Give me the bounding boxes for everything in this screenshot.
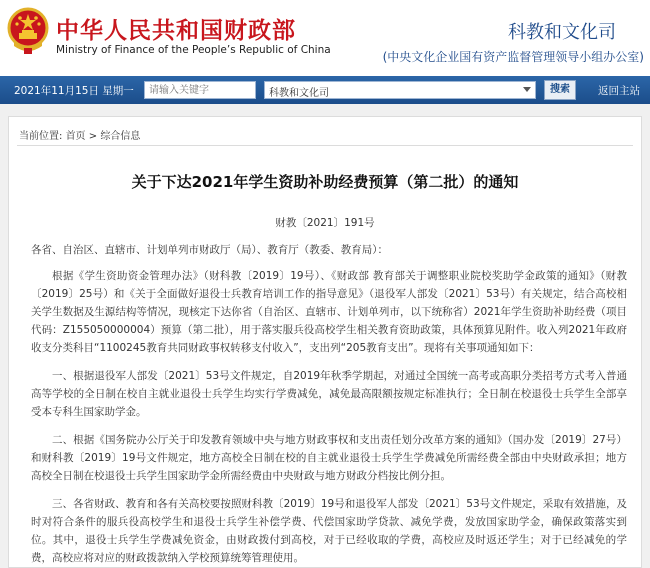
article-panel	[8, 116, 642, 568]
current-date: 2021年11月15日 星期一	[14, 85, 134, 97]
paragraph: 三、各省财政、教育和各有关高校要按照财科教〔2019〕19号和退役军人部发〔2021〕53号文件规定，采取有效措施，及时对符合条件的服兵役高校学生和退役士兵学生补偿学费、代偿国家助学贷款、减免学费，发放国家助学金，确保政策落实到位。其中，退役士兵学生学费减免资金，由财政拨付到高校，对于已经收取的学费，高校应及时返还学生；对于已经减免的学费，高校应将对应的财政拨款纳入学校预算统筹管理使用。	[31, 498, 627, 564]
search-scope-select[interactable]	[264, 81, 536, 99]
nav-bar	[0, 76, 650, 104]
content-area	[0, 104, 650, 568]
paragraph: 根据《学生资助资金管理办法》（财科教〔2019〕19号）、《财政部 教育部关于调整职业院校奖助学金政策的通知》（财教〔2019〕25号）和《关于全面做好退役士兵教育培训工作的指导意见》（退役军人部发〔2021〕53号）有关规定，结合高校相关学生数据及生源结构等情况，现核定下达你省（自治区、直辖市、计划单列市，以下统称省）2021年学生资助补助经费（项目代码：Z155050000004）预算（第二批），用于落实服兵役高校学生相关教育资助政策，具体预算见附件。收入列2021年政府收支分类科目“1100245教育共同财政事权转移支付收入”，支出列“205教育支出”。现将有关事项通知如下：	[31, 270, 627, 354]
breadcrumb-label: 当前位置:	[19, 131, 63, 142]
paragraph: 二、根据《国务院办公厅关于印发教育领域中央与地方财政事权和支出责任划分改革方案的通知》（国办发〔2019〕27号）和财科教〔2019〕19号文件规定，地方高校全日制在校的自主就业退役士兵学生学费减免所需经费全部由中央财政承担；地方高校全日制在校退役士兵学生国家助学金所需经费由中央财政与地方财政分档按比例分担。	[31, 434, 627, 482]
department-title[interactable]: 科教和文化司	[508, 22, 616, 43]
search-input[interactable]	[144, 81, 256, 99]
document-title: 关于下达2021年学生资助补助经费预算（第二批）的通知	[131, 173, 519, 191]
paragraph: 一、根据退役军人部发〔2021〕53号文件规定，自2019年秋季学期起，对通过全国统一高考或高职分类招考方式考入普通高等学校的全日制在校自主就业退役士兵学生均实行学费减免，减免最高限额按规定标准执行；全日制在校退役士兵学生全部享受本专科生国家助学金。	[31, 370, 627, 418]
document-addressees: 各省、自治区、直辖市、计划单列市财政厅（局）、教育厅（教委、教育局）：	[31, 244, 388, 256]
return-home-link[interactable]: 返回主站	[598, 85, 640, 97]
breadcrumb-section[interactable]: 综合信息	[100, 131, 141, 142]
breadcrumb-separator: >	[88, 131, 98, 142]
site-header	[0, 0, 650, 76]
national-emblem-icon	[6, 6, 50, 56]
chevron-down-icon	[523, 87, 531, 92]
document-number: 财教〔2021〕191号	[275, 217, 375, 229]
breadcrumb-divider	[17, 145, 633, 146]
breadcrumb	[19, 127, 140, 142]
ministry-name-cn: 中华人民共和国财政部	[56, 18, 296, 44]
breadcrumb-home[interactable]: 首页	[65, 131, 86, 142]
department-subtitle: (中央文化企业国有资产监督管理领导小组办公室)	[382, 50, 644, 64]
search-scope-value: 科教和文化司	[269, 88, 329, 99]
search-button[interactable]: 搜索	[544, 80, 576, 100]
ministry-name-en: Ministry of Finance of the People’s Republic of China	[56, 44, 331, 56]
document-body	[31, 241, 627, 568]
